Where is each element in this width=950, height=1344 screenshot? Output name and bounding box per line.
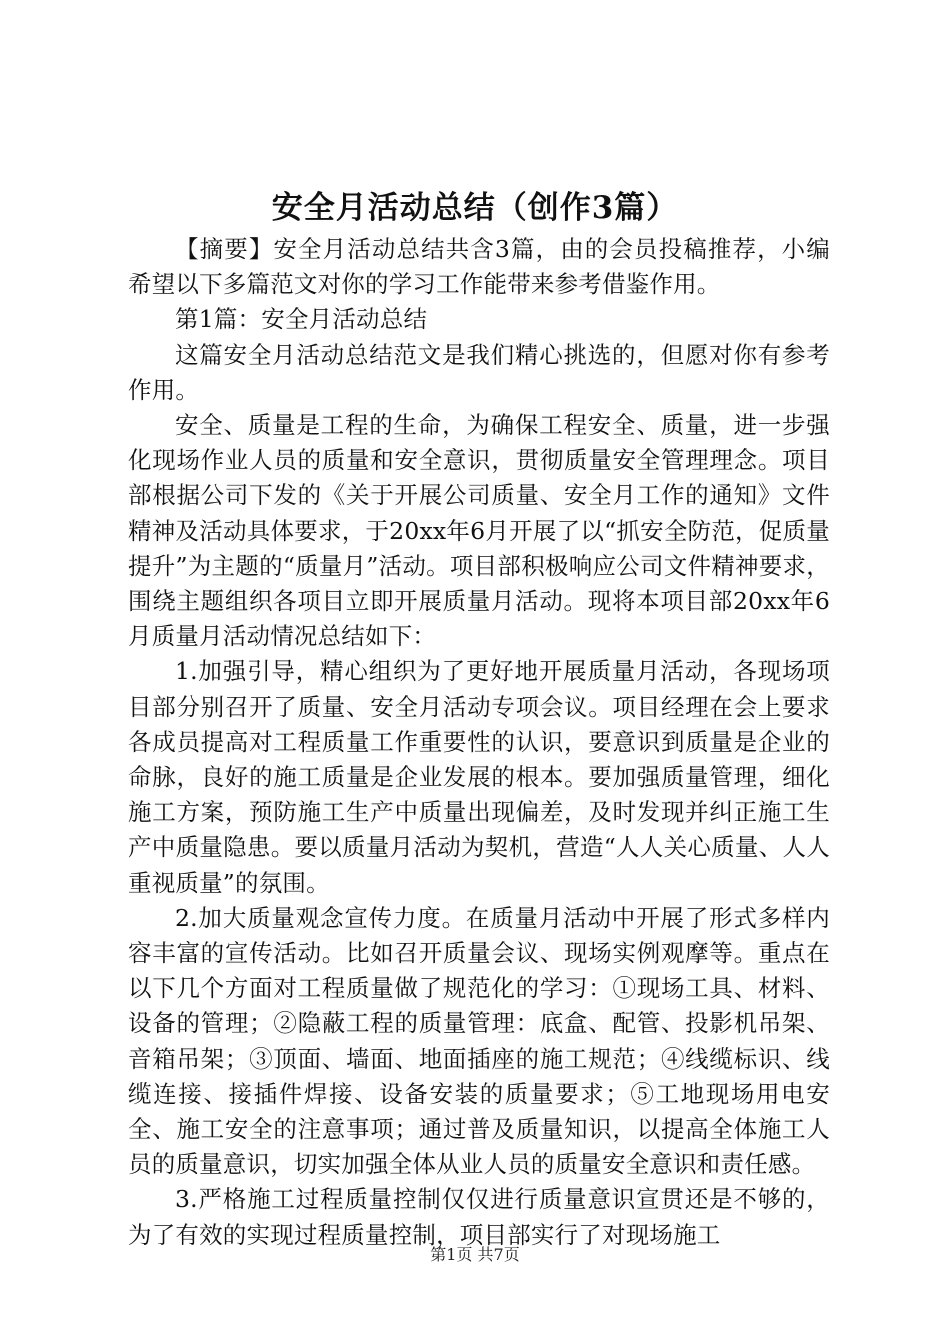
abstract-paragraph: 【摘要】安全月活动总结共含3篇，由的会员投稿推荐，小编希望以下多篇范文对你的学习工作能带来参考借鉴作用。 bbox=[128, 235, 830, 299]
section-heading: 第1篇：安全月活动总结 bbox=[175, 305, 428, 334]
document-body bbox=[128, 232, 830, 1253]
body-paragraph: 1.加强引导，精心组织为了更好地开展质量月活动，各现场项目部分别召开了质量、安全月活动专项会议。项目经理在会上要求各成员提高对工程质量工作重要性的认识，要意识到质量是企业的命脉，良好的施工质量是企业发展的根本。要加强质量管理，细化施工方案，预防施工生产中质量出现偏差，及时发现并纠正施工生产中质量隐患。要以质量月活动为契机，营造“人人关心质量、人人重视质量”的氛围。 bbox=[128, 657, 830, 897]
body-paragraph: 安全、质量是工程的生命，为确保工程安全、质量，进一步强化现场作业人员的质量和安全意识，贯彻质量安全管理理念。项目部根据公司下发的《关于开展公司质量、安全月工作的通知》文件精神及活动具体要求，于20xx年6月开展了以“抓安全防范，促质量提升”为主题的“质量月”活动。项目部积极响应公司文件精神要求，围绕主题组织各项目立即开展质量月活动。现将本项目部20xx年6月质量月活动情况总结如下： bbox=[128, 411, 830, 651]
intro-paragraph: 这篇安全月活动总结范文是我们精心挑选的，但愿对你有参考作用。 bbox=[128, 340, 830, 404]
page-number-footer: 第1页 共7页 bbox=[430, 1245, 520, 1264]
document-title: 安全月活动总结（创作3篇） bbox=[271, 190, 679, 226]
body-paragraph: 3.严格施工过程质量控制仅仅进行质量意识宣贯还是不够的，为了有效的实现过程质量控制，项目部实行了对现场施工 bbox=[128, 1185, 830, 1249]
body-paragraph: 2.加大质量观念宣传力度。在质量月活动中开展了形式多样内容丰富的宣传活动。比如召开质量会议、现场实例观摩等。重点在以下几个方面对工程质量做了规范化的学习：①现场工具、材料、设备的管理；②隐蔽工程的质量管理：底盒、配管、投影机吊架、音箱吊架；③顶面、墙面、地面插座的施工规范；④线缆标识、线缆连接、接插件焊接、设备安装的质量要求；⑤工地现场用电安全、施工安全的注意事项；通过普及质量知识，以提高全体施工人员的质量意识，切实加强全体从业人员的质量安全意识和责任感。 bbox=[128, 903, 830, 1179]
